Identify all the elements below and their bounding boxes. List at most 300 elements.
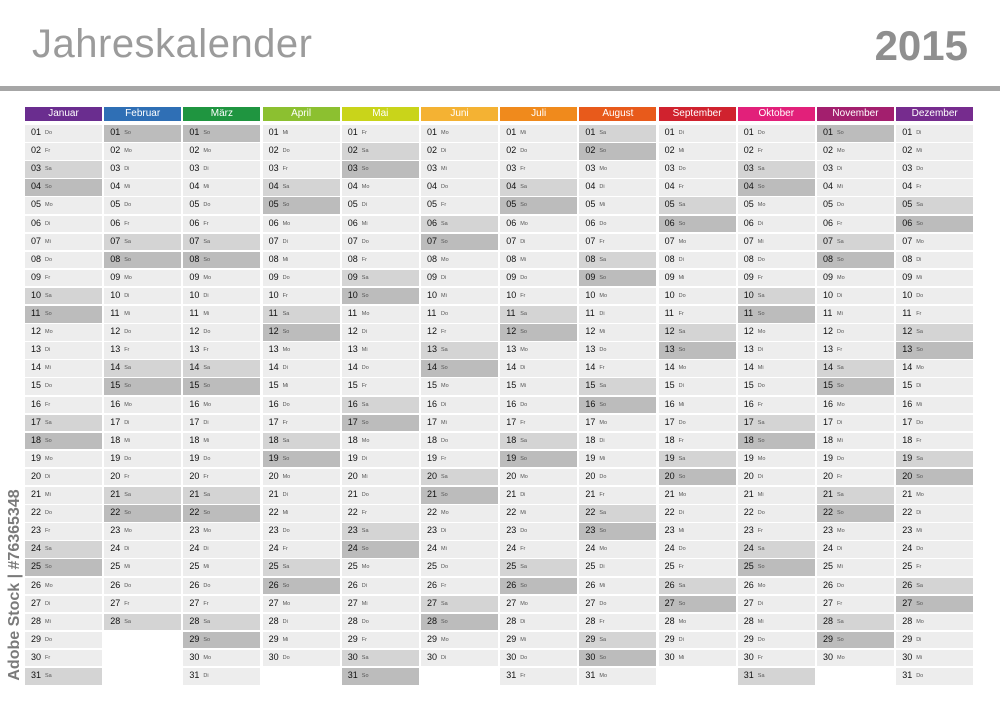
- weekday-abbrev: Sa: [203, 618, 211, 625]
- day-number: 09: [347, 271, 358, 282]
- day-number: 26: [347, 579, 358, 590]
- day-number: 18: [427, 434, 438, 445]
- day-cell: [579, 360, 656, 377]
- weekday-abbrev: Mi: [599, 329, 606, 336]
- day-cell: [263, 469, 340, 486]
- day-number: 18: [664, 434, 675, 445]
- day-cell: [183, 451, 260, 468]
- day-cell: [738, 505, 815, 522]
- day-number: 01: [585, 127, 596, 137]
- weekday-abbrev: Mi: [916, 148, 922, 155]
- day-cell: [263, 415, 340, 432]
- day-number: 21: [585, 489, 596, 499]
- day-number: 21: [110, 489, 121, 499]
- day-cell: [104, 125, 181, 142]
- day-cell: [183, 578, 260, 595]
- day-cell: [500, 523, 577, 540]
- weekday-abbrev: Mi: [599, 582, 606, 589]
- weekday-abbrev: Do: [45, 383, 53, 390]
- day-cell: [896, 596, 973, 613]
- day-cell: [659, 487, 736, 504]
- weekday-abbrev: Do: [124, 455, 132, 462]
- day-cell: [25, 433, 102, 450]
- weekday-abbrev: So: [361, 546, 369, 553]
- weekday-abbrev: Mi: [757, 238, 764, 245]
- weekday-abbrev: Mo: [124, 148, 132, 155]
- weekday-abbrev: Do: [678, 419, 686, 426]
- day-number: 19: [902, 452, 913, 463]
- day-number: 07: [743, 235, 754, 246]
- day-cell: [104, 324, 181, 341]
- day-cell: [25, 469, 102, 486]
- weekday-abbrev: Di: [203, 673, 209, 679]
- day-cell: [817, 216, 894, 233]
- day-cell: [896, 143, 973, 160]
- weekday-abbrev: Di: [916, 636, 922, 643]
- weekday-abbrev: So: [837, 383, 844, 390]
- weekday-abbrev: Sa: [678, 455, 686, 462]
- day-cell: [738, 668, 815, 685]
- day-number: 03: [506, 163, 517, 174]
- weekday-abbrev: Di: [757, 347, 763, 354]
- weekday-abbrev: Mo: [45, 455, 53, 462]
- weekday-abbrev: Mo: [837, 148, 845, 155]
- weekday-abbrev: Mi: [203, 184, 210, 191]
- day-cell: [104, 451, 181, 468]
- day-number: 07: [585, 235, 596, 246]
- weekday-abbrev: Do: [520, 401, 528, 408]
- day-cell: [263, 487, 340, 504]
- day-number: 20: [823, 470, 834, 481]
- day-cell: [342, 415, 419, 432]
- day-cell: [500, 252, 577, 269]
- day-number: 18: [743, 434, 754, 445]
- day-cell: [421, 234, 498, 251]
- day-cell: [183, 415, 260, 432]
- day-cell: [817, 596, 894, 613]
- weekday-abbrev: Mo: [282, 347, 291, 354]
- weekday-abbrev: Di: [599, 437, 605, 444]
- weekday-abbrev: Di: [599, 564, 605, 571]
- day-cell: [896, 451, 973, 468]
- month-header: September: [659, 107, 736, 121]
- weekday-abbrev: Mo: [441, 510, 449, 517]
- day-cell: [500, 397, 577, 414]
- day-cell: [896, 523, 973, 540]
- day-number: 21: [506, 489, 517, 499]
- day-cell: [421, 179, 498, 196]
- day-number: 06: [31, 217, 42, 228]
- day-number: 05: [823, 199, 834, 210]
- day-cell: [421, 306, 498, 323]
- day-cell: [659, 324, 736, 341]
- day-number: 10: [347, 289, 358, 300]
- day-number: 29: [189, 633, 200, 644]
- day-number: 28: [347, 615, 358, 626]
- weekday-abbrev: Di: [45, 473, 51, 480]
- day-cell: [104, 523, 181, 540]
- weekday-abbrev: Fr: [441, 202, 447, 209]
- day-cell: [25, 614, 102, 631]
- day-cell: [342, 596, 419, 613]
- day-number: 04: [902, 181, 913, 192]
- day-cell: [104, 578, 181, 595]
- day-number: 16: [585, 398, 596, 409]
- weekday-abbrev: Mi: [678, 274, 685, 281]
- day-cell: [659, 397, 736, 414]
- weekday-abbrev: Sa: [361, 528, 369, 535]
- day-number: 03: [664, 163, 675, 174]
- day-number: 29: [506, 633, 517, 644]
- weekday-abbrev: So: [520, 582, 527, 589]
- day-number: 23: [823, 525, 834, 536]
- day-number: 28: [110, 615, 121, 626]
- day-number: 03: [347, 163, 358, 174]
- weekday-abbrev: Mi: [916, 274, 922, 281]
- day-cell: [25, 324, 102, 341]
- day-number: 17: [902, 416, 913, 427]
- calendar-grid: [25, 107, 975, 687]
- day-number: 03: [110, 163, 121, 174]
- day-cell: [659, 125, 736, 142]
- day-number: 16: [902, 398, 913, 409]
- weekday-abbrev: Do: [203, 329, 211, 336]
- weekday-abbrev: Sa: [757, 419, 765, 426]
- day-number: 30: [427, 651, 438, 662]
- weekday-abbrev: Sa: [45, 546, 52, 553]
- page-title: Jahreskalender: [32, 22, 313, 66]
- weekday-abbrev: So: [45, 564, 52, 571]
- weekday-abbrev: Di: [678, 636, 684, 643]
- day-number: 12: [31, 326, 42, 337]
- weekday-abbrev: So: [678, 220, 686, 227]
- day-number: 11: [427, 308, 437, 318]
- day-cell: [104, 415, 181, 432]
- day-cell: [817, 288, 894, 305]
- weekday-abbrev: Fr: [520, 166, 526, 173]
- day-cell: [421, 125, 498, 142]
- weekday-abbrev: So: [757, 437, 765, 444]
- weekday-abbrev: Di: [916, 130, 922, 136]
- day-number: 17: [506, 416, 517, 427]
- day-cell: [500, 125, 577, 142]
- day-number: 18: [189, 434, 200, 445]
- day-number: 09: [189, 271, 200, 282]
- weekday-abbrev: Sa: [757, 166, 765, 173]
- day-number: 14: [347, 362, 358, 373]
- weekday-abbrev: So: [837, 130, 844, 136]
- weekday-abbrev: So: [203, 510, 211, 517]
- day-number: 08: [31, 253, 42, 264]
- day-cell: [25, 578, 102, 595]
- weekday-abbrev: Do: [361, 492, 369, 498]
- day-cell: [659, 270, 736, 287]
- day-number: 15: [506, 380, 517, 391]
- day-number: 08: [506, 253, 517, 264]
- day-cell: [659, 596, 736, 613]
- weekday-abbrev: Fr: [361, 510, 367, 517]
- day-number: 24: [110, 543, 121, 554]
- weekday-abbrev: So: [837, 510, 844, 517]
- day-number: 25: [664, 561, 675, 572]
- weekday-abbrev: Fr: [361, 383, 367, 390]
- weekday-abbrev: Di: [916, 383, 922, 390]
- day-number: 11: [506, 308, 516, 318]
- weekday-abbrev: Mi: [203, 437, 210, 444]
- day-cell: [738, 270, 815, 287]
- weekday-abbrev: Fr: [599, 492, 605, 498]
- weekday-abbrev: So: [361, 673, 369, 679]
- day-number: 07: [902, 235, 913, 246]
- day-cell: [183, 143, 260, 160]
- day-cell: [25, 342, 102, 359]
- day-number: 21: [189, 489, 200, 499]
- day-cell: [579, 614, 656, 631]
- day-number: 29: [823, 633, 834, 644]
- day-number: 01: [268, 127, 279, 137]
- day-number: 22: [506, 507, 517, 518]
- weekday-abbrev: Sa: [916, 582, 923, 589]
- day-cell: [263, 505, 340, 522]
- day-cell: [500, 451, 577, 468]
- day-cell: [421, 578, 498, 595]
- day-number: 18: [902, 434, 913, 445]
- day-number: 29: [902, 633, 913, 644]
- day-number: 02: [585, 145, 596, 156]
- weekday-abbrev: Mo: [203, 274, 212, 281]
- day-number: 27: [506, 597, 517, 608]
- day-number: 07: [110, 235, 121, 246]
- day-cell: [25, 505, 102, 522]
- day-cell: [342, 451, 419, 468]
- day-cell: [738, 541, 815, 558]
- weekday-abbrev: Sa: [837, 365, 844, 372]
- day-cell: [500, 288, 577, 305]
- weekday-abbrev: So: [599, 654, 607, 661]
- day-cell: [183, 632, 260, 649]
- weekday-abbrev: Sa: [282, 437, 290, 444]
- weekday-abbrev: Fr: [520, 673, 526, 679]
- day-cell: [342, 505, 419, 522]
- day-number: 29: [743, 633, 754, 644]
- day-cell: [342, 397, 419, 414]
- day-cell: [659, 197, 736, 214]
- month-header: Juni: [421, 107, 498, 121]
- day-cell: [342, 161, 419, 178]
- weekday-abbrev: Fr: [916, 564, 922, 571]
- weekday-abbrev: Do: [757, 510, 765, 517]
- day-cell: [183, 161, 260, 178]
- day-number: 15: [823, 380, 834, 391]
- day-number: 10: [506, 289, 517, 300]
- day-number: 13: [110, 344, 121, 355]
- day-number: 21: [823, 489, 834, 499]
- day-number: 06: [189, 217, 200, 228]
- day-number: 18: [585, 434, 596, 445]
- day-number: 15: [189, 380, 200, 391]
- weekday-abbrev: Mo: [599, 419, 608, 426]
- day-cell: [500, 179, 577, 196]
- day-cell: [421, 161, 498, 178]
- day-number: 06: [585, 217, 596, 228]
- weekday-abbrev: Mo: [757, 329, 766, 336]
- day-number: 24: [31, 543, 42, 554]
- day-number: 26: [189, 579, 200, 590]
- day-number: 11: [664, 308, 674, 318]
- day-number: 05: [268, 199, 279, 210]
- weekday-abbrev: Di: [282, 238, 288, 245]
- weekday-abbrev: So: [361, 166, 369, 173]
- day-cell: [659, 650, 736, 667]
- day-cell: [421, 360, 498, 377]
- day-number: 10: [902, 289, 913, 300]
- day-cell: [25, 451, 102, 468]
- weekday-abbrev: Do: [916, 419, 924, 426]
- day-cell: [183, 342, 260, 359]
- weekday-abbrev: Di: [361, 329, 367, 336]
- day-cell: [263, 433, 340, 450]
- weekday-abbrev: Di: [282, 365, 288, 372]
- day-cell: [817, 161, 894, 178]
- day-number: 27: [902, 597, 913, 608]
- day-number: 01: [743, 127, 754, 137]
- day-number: 09: [427, 271, 438, 282]
- day-number: 24: [189, 543, 200, 554]
- day-cell: [183, 559, 260, 576]
- weekday-abbrev: Fr: [757, 148, 763, 155]
- weekday-abbrev: Sa: [678, 202, 686, 209]
- day-number: 24: [743, 543, 754, 554]
- weekday-abbrev: Do: [45, 256, 53, 263]
- day-cell: [263, 523, 340, 540]
- day-cell: [342, 378, 419, 395]
- weekday-abbrev: Mo: [520, 473, 528, 480]
- day-number: 27: [585, 597, 596, 608]
- day-cell: [659, 306, 736, 323]
- day-cell: [263, 360, 340, 377]
- day-number: 30: [823, 651, 834, 662]
- weekday-abbrev: Do: [916, 673, 924, 679]
- day-number: 25: [743, 561, 754, 572]
- weekday-abbrev: Mo: [678, 492, 687, 498]
- day-cell: [25, 397, 102, 414]
- weekday-abbrev: Sa: [520, 437, 527, 444]
- day-number: 16: [743, 398, 754, 409]
- weekday-abbrev: Fr: [282, 546, 288, 553]
- weekday-abbrev: Fr: [520, 546, 526, 553]
- day-cell: [500, 541, 577, 558]
- day-cell: [579, 197, 656, 214]
- day-cell: [896, 378, 973, 395]
- day-cell: [500, 234, 577, 251]
- weekday-abbrev: Sa: [837, 618, 844, 625]
- weekday-abbrev: Mi: [916, 528, 922, 535]
- day-cell: [263, 197, 340, 214]
- day-number: 19: [823, 452, 834, 463]
- day-number: 08: [268, 253, 279, 264]
- weekday-abbrev: Mo: [757, 202, 766, 209]
- day-cell: [500, 197, 577, 214]
- day-number: 09: [585, 271, 596, 282]
- day-cell: [896, 469, 973, 486]
- day-number: 02: [347, 145, 358, 156]
- day-number: 24: [427, 543, 438, 554]
- day-number: 04: [506, 181, 517, 192]
- weekday-abbrev: Mo: [520, 600, 528, 607]
- day-cell: [738, 469, 815, 486]
- weekday-abbrev: Do: [45, 130, 53, 136]
- weekday-abbrev: Do: [520, 528, 528, 535]
- weekday-abbrev: Fr: [916, 184, 922, 191]
- weekday-abbrev: Di: [203, 546, 209, 553]
- weekday-abbrev: Fr: [678, 564, 684, 571]
- weekday-abbrev: So: [916, 600, 923, 607]
- weekday-abbrev: Mo: [916, 365, 924, 372]
- day-cell: [896, 179, 973, 196]
- day-cell: [263, 541, 340, 558]
- weekday-abbrev: Di: [678, 130, 684, 136]
- weekday-abbrev: Mi: [282, 510, 289, 517]
- day-number: 13: [743, 344, 754, 355]
- day-number: 12: [189, 326, 200, 337]
- day-number: 11: [189, 308, 199, 318]
- day-number: 07: [823, 235, 834, 246]
- day-number: 12: [268, 326, 279, 337]
- weekday-abbrev: Mo: [282, 473, 291, 480]
- day-number: 21: [743, 489, 754, 499]
- day-number: 23: [902, 525, 913, 536]
- day-number: 03: [427, 163, 438, 174]
- day-number: 23: [585, 525, 596, 536]
- day-number: 20: [427, 470, 438, 481]
- day-number: 03: [268, 163, 279, 174]
- day-number: 03: [31, 163, 42, 174]
- weekday-abbrev: Mi: [916, 654, 922, 661]
- day-number: 28: [585, 615, 596, 626]
- day-number: 05: [743, 199, 754, 210]
- weekday-abbrev: So: [520, 329, 527, 336]
- day-number: 04: [31, 181, 42, 192]
- day-number: 01: [347, 127, 358, 137]
- day-number: 17: [664, 416, 675, 427]
- month-header: August: [579, 107, 656, 121]
- day-cell: [659, 234, 736, 251]
- day-number: 12: [427, 326, 438, 337]
- day-cell: [183, 433, 260, 450]
- day-cell: [579, 505, 656, 522]
- weekday-abbrev: Di: [45, 600, 51, 607]
- weekday-abbrev: Sa: [757, 292, 765, 299]
- day-number: 31: [585, 670, 596, 680]
- day-number: 14: [743, 362, 754, 373]
- day-cell: [25, 143, 102, 160]
- day-number: 22: [31, 507, 42, 518]
- weekday-abbrev: Mo: [124, 274, 132, 281]
- day-cell: [25, 288, 102, 305]
- day-cell: [342, 342, 419, 359]
- day-cell: [738, 433, 815, 450]
- weekday-abbrev: So: [361, 419, 369, 426]
- day-cell: [421, 270, 498, 287]
- day-cell: [659, 632, 736, 649]
- weekday-abbrev: Mi: [520, 636, 526, 643]
- day-number: 16: [506, 398, 517, 409]
- day-cell: [659, 559, 736, 576]
- weekday-abbrev: Fr: [282, 166, 288, 173]
- weekday-abbrev: Fr: [282, 292, 288, 299]
- weekday-abbrev: Do: [520, 148, 528, 155]
- day-cell: [659, 216, 736, 233]
